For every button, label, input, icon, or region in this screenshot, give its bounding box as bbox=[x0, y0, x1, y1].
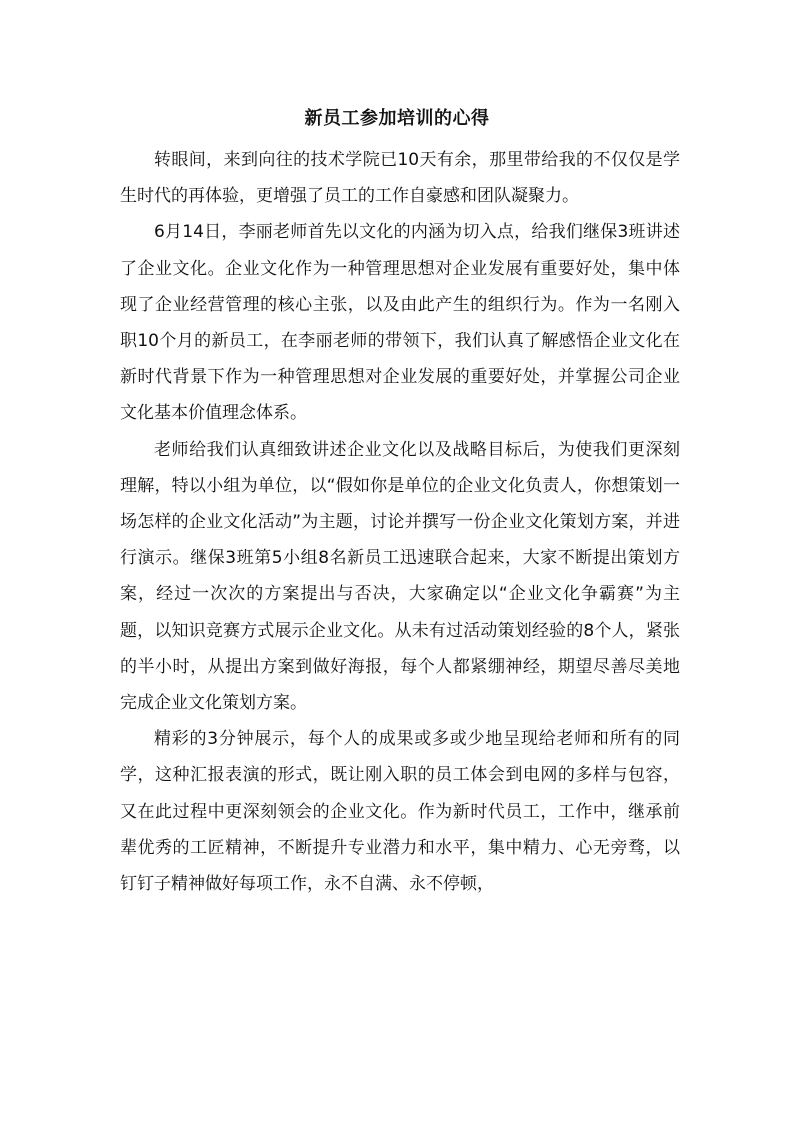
paragraph-3: 老师给我们认真细致讲述企业文化以及战略目标后，为使我们更深刻理解，特以小组为单位，以“假如你是单位的企业文化负责人，你想策划一场怎样的企业文化活动”为主题，讨论并撰写一份企业文化策划方案，并进行演示。继保3班第5小组8名新员工迅速联合起来，大家不断提出策划方案，经过一次次的方案提出与否决，大家确定以“企业文化争霸赛”为主题，以知识竞赛方式展示企业文化。从未有过活动策划经验的8个人，紧张的半小时，从提出方案到做好海报，每个人都紧绷神经，期望尽善尽美地完成企业文化策划方案。 bbox=[120, 439, 680, 714]
document-body bbox=[120, 142, 680, 902]
document-title: 新员工参加培训的心得 bbox=[304, 108, 490, 129]
paragraph-1: 转眼间，来到向往的技术学院已10天有余，那里带给我的不仅仅是学生时代的再体验，更增强了员工的工作自豪感和团队凝聚力。 bbox=[120, 150, 680, 207]
paragraph-2: 6月14日，李丽老师首先以文化的内涵为切入点，给我们继保3班讲述了企业文化。企业文化作为一种管理思想对企业发展有重要好处，集中体现了企业经营管理的核心主张，以及由此产生的组织行为。作为一名刚入职10个月的新员工，在李丽老师的带领下，我们认真了解感悟企业文化在新时代背景下作为一种管理思想对企业发展的重要好处，并掌握公司企业文化基本价值理念体系。 bbox=[120, 222, 680, 424]
paragraph-4: 精彩的3分钟展示，每个人的成果或多或少地呈现给老师和所有的同学，这种汇报表演的形式，既让刚入职的员工体会到电网的多样与包容，又在此过程中更深刻领会的企业文化。作为新时代员工，工作中，继承前辈优秀的工匠精神，不断提升专业潜力和水平，集中精力、心无旁骛，以钉钉子精神做好每项工作，永不自满、永不停顿， bbox=[120, 729, 680, 895]
